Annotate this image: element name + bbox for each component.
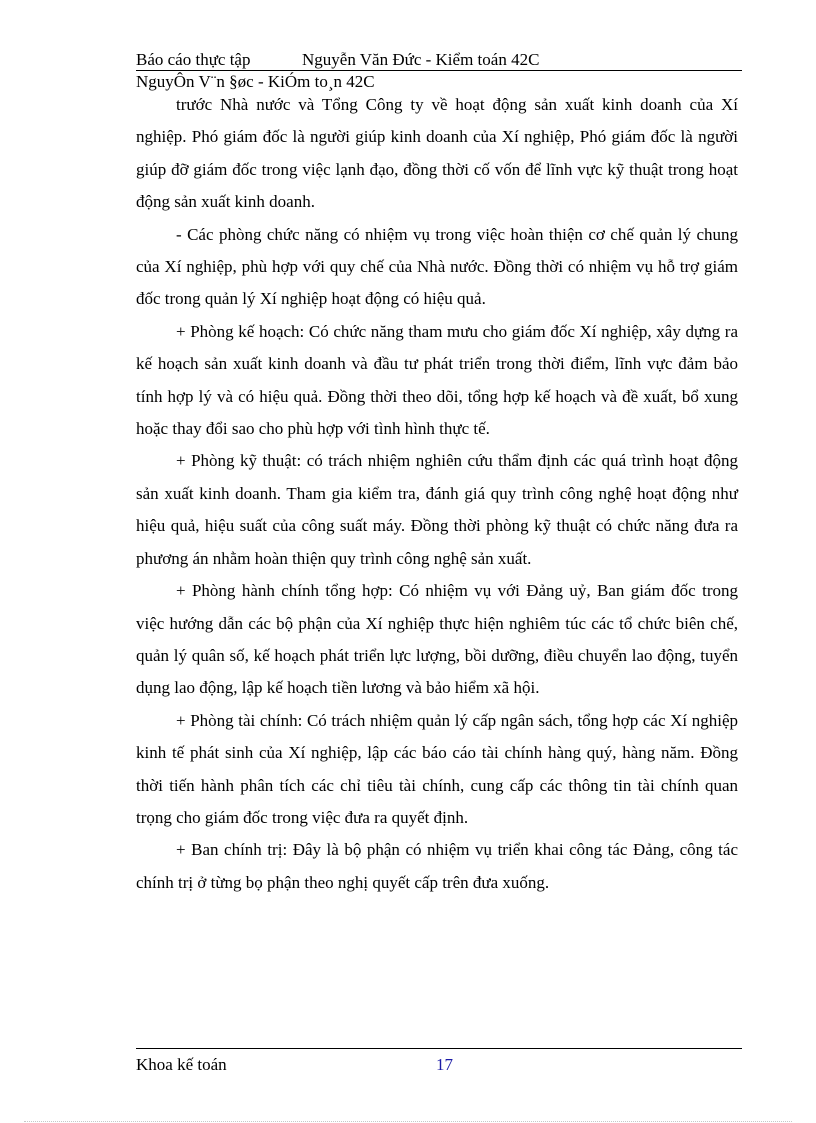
paragraph: + Phòng kế hoạch: Có chức năng tham mưu cho giám đốc Xí nghiệp, xây dựng ra kế hoạch sản xuất kinh doanh và đầu tư phát triển trong thời điểm, lĩnh vực đảm bảo tính hợp lý và có hiệu quả. Đồng thời theo dõi, tổng hợp kế hoạch và đề xuất, bổ xung hoặc thay đổi sao cho phù hợp với tình hình thực tế. [136, 321, 738, 439]
footer-department: Khoa kế toán [136, 1055, 227, 1074]
page-bottom-edge [24, 1121, 792, 1122]
header-author: Nguyễn Văn Đức - Kiểm toán 42C [302, 50, 540, 69]
footer-divider [136, 1048, 742, 1049]
page-number: 17 [436, 1055, 453, 1074]
body-text [136, 89, 738, 899]
paragraph: + Ban chính trị: Đây là bộ phận có nhiệm vụ triển khai công tác Đảng, công tác chính trị ở từng bọ phận theo nghị quyết cấp trên đưa xuống. [136, 840, 738, 892]
paragraph: + Phòng tài chính: Có trách nhiệm quản lý cấp ngân sách, tổng hợp các Xí nghiệp kinh tế phát sinh của Xí nghiệp, lập các báo cáo tài chính hàng quý, hàng năm. Đồng thời tiến hành phân tích các chỉ tiêu tài chính, cung cấp các thông tin tài chính quan trọng cho giám đốc trong việc đưa ra quyết định. [136, 710, 738, 827]
paragraph: trước Nhà nước và Tổng Công ty về hoạt động sản xuất kinh doanh của Xí nghiệp. Phó giám đốc là người giúp kinh doanh của Xí nghiệp, Phó giám đốc là người giúp đỡ giám đốc trong việc lạnh đạo, đồng thời cố vốn để lĩnh vực kỹ thuật trong hoạt động sản xuất kinh doanh. [136, 95, 738, 212]
page-header [136, 50, 742, 71]
header-report-title: Báo cáo thực tập [136, 50, 251, 69]
paragraph: - Các phòng chức năng có nhiệm vụ trong việc hoàn thiện cơ chế quản lý chung của Xí nghiệp, phù hợp với quy chế của Nhà nước. Đồng thời có nhiệm vụ hỗ trợ giám đốc trong quản lý Xí nghiệp hoạt động có hiệu quả. [136, 224, 738, 309]
garbled-author-line: NguyÔn V¨n §øc - KiÓm to¸n 42C [136, 72, 375, 91]
paragraph: + Phòng kỹ thuật: có trách nhiệm nghiên cứu thẩm định các quá trình hoạt động sản xuất kinh doanh. Tham gia kiểm tra, đánh giá quy trình công nghệ hoạt động như hiệu quả, hiệu suất của công suất máy. Đồng thời phòng kỹ thuật có chức năng đưa ra phương án nhằm hoàn thiện quy trình công nghệ sản xuất. [136, 451, 738, 568]
paragraph: + Phòng hành chính tổng hợp: Có nhiệm vụ với Đảng uỷ, Ban giám đốc trong việc hướng dẫn các bộ phận của Xí nghiệp thực hiện nghiêm túc các tổ chức biên chế, quản lý quân số, kế hoạch phát triển lực lượng, bồi dưỡng, điều chuyển lao động, tuyển dụng lao động, lập kế hoạch tiền lương và bảo hiểm xã hội. [136, 581, 738, 698]
